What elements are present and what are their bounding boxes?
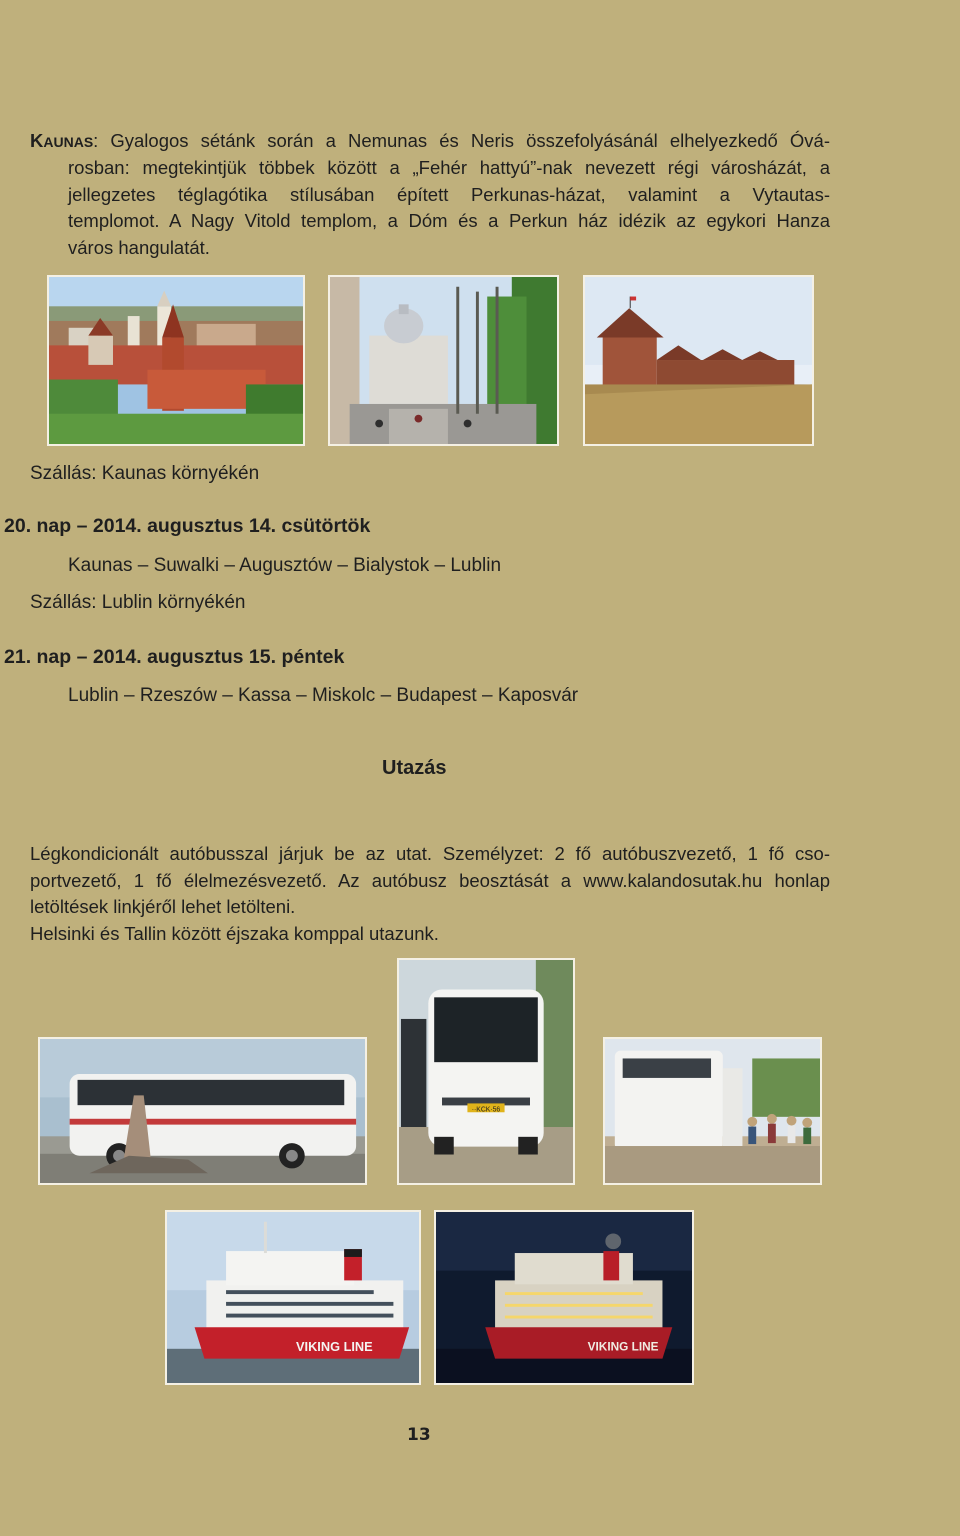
travel-line-1: Légkondicionált autóbusszal járjuk be az utat. Személyzet: 2 fő autóbuszvezető, 1 fő cso- <box>30 843 830 864</box>
kaunas-line-3: jellegzetes téglagótika stílusában épített Perkunas-házat, valamint a Vytautas- <box>68 183 830 205</box>
kaunas-church-avenue-photo <box>328 275 559 446</box>
kaunas-line-1-text: : Gyalogos sétánk során a Nemunas és Neris összefolyásánál elhelyezkedő Óvá- <box>93 130 830 151</box>
kaunas-old-town-panorama-photo <box>47 275 305 446</box>
kaunas-castle-photo <box>583 275 814 446</box>
white-bus-side-photo <box>38 1037 367 1185</box>
travel-line-4: Helsinki és Tallin között éjszaka komppal utazunk. <box>30 922 439 944</box>
kaunas-paragraph <box>30 128 830 156</box>
bus-plate-text: ··KCK·56 <box>471 1106 501 1114</box>
travel-line-3: letöltések linkjéről lehet letölteni. <box>30 896 296 917</box>
day21-heading: 21. nap – 2014. augusztus 15. péntek <box>4 646 345 668</box>
day20-route: Kaunas – Suwalki – Augusztów – Bialystok – Lublin <box>68 555 502 576</box>
kaunas-label-initial: K <box>30 130 44 151</box>
page-number: 13 <box>407 1425 431 1445</box>
travel-line-2: portvezető, 1 fő élelmezésvezető. Az autóbusz beosztását a www.kalandosutak.hu honlap <box>30 869 830 891</box>
kaunas-paragraph-body <box>68 155 830 261</box>
kaunas-line-1 <box>30 128 830 156</box>
travel-title: Utazás <box>382 757 447 779</box>
white-bus-front-photo <box>397 958 575 1185</box>
kaunas-line-4: templomot. A Nagy Vitold templom, a Dóm és a Perkun ház idézik az egykori Hanza <box>68 210 830 231</box>
viking-line-ferry-day-photo <box>165 1210 421 1385</box>
viking-line-ferry-night-photo <box>434 1210 694 1385</box>
kaunas-label-rest: AUNAS <box>43 134 94 150</box>
kaunas-line-5: város hangulatát. <box>68 236 210 258</box>
day21-route: Lublin – Rzeszów – Kassa – Miskolc – Budapest – Kaposvár <box>68 685 579 706</box>
ferry-day-hull-text: VIKING LINE <box>295 1338 373 1354</box>
bus-campsite-photo <box>603 1037 822 1185</box>
stay-kaunas: Szállás: Kaunas környékén <box>30 463 260 484</box>
day20-heading: 20. nap – 2014. augusztus 14. csütörtök <box>4 515 371 537</box>
ferry-night-hull-text: VIKING LINE <box>587 1340 659 1354</box>
day20-stay: Szállás: Lublin környékén <box>30 592 246 613</box>
travel-paragraph <box>30 841 830 947</box>
kaunas-line-2: rosban: megtekintjük többek között a „Fehér hattyú”-nak nevezett régi városházát, a <box>68 157 830 178</box>
